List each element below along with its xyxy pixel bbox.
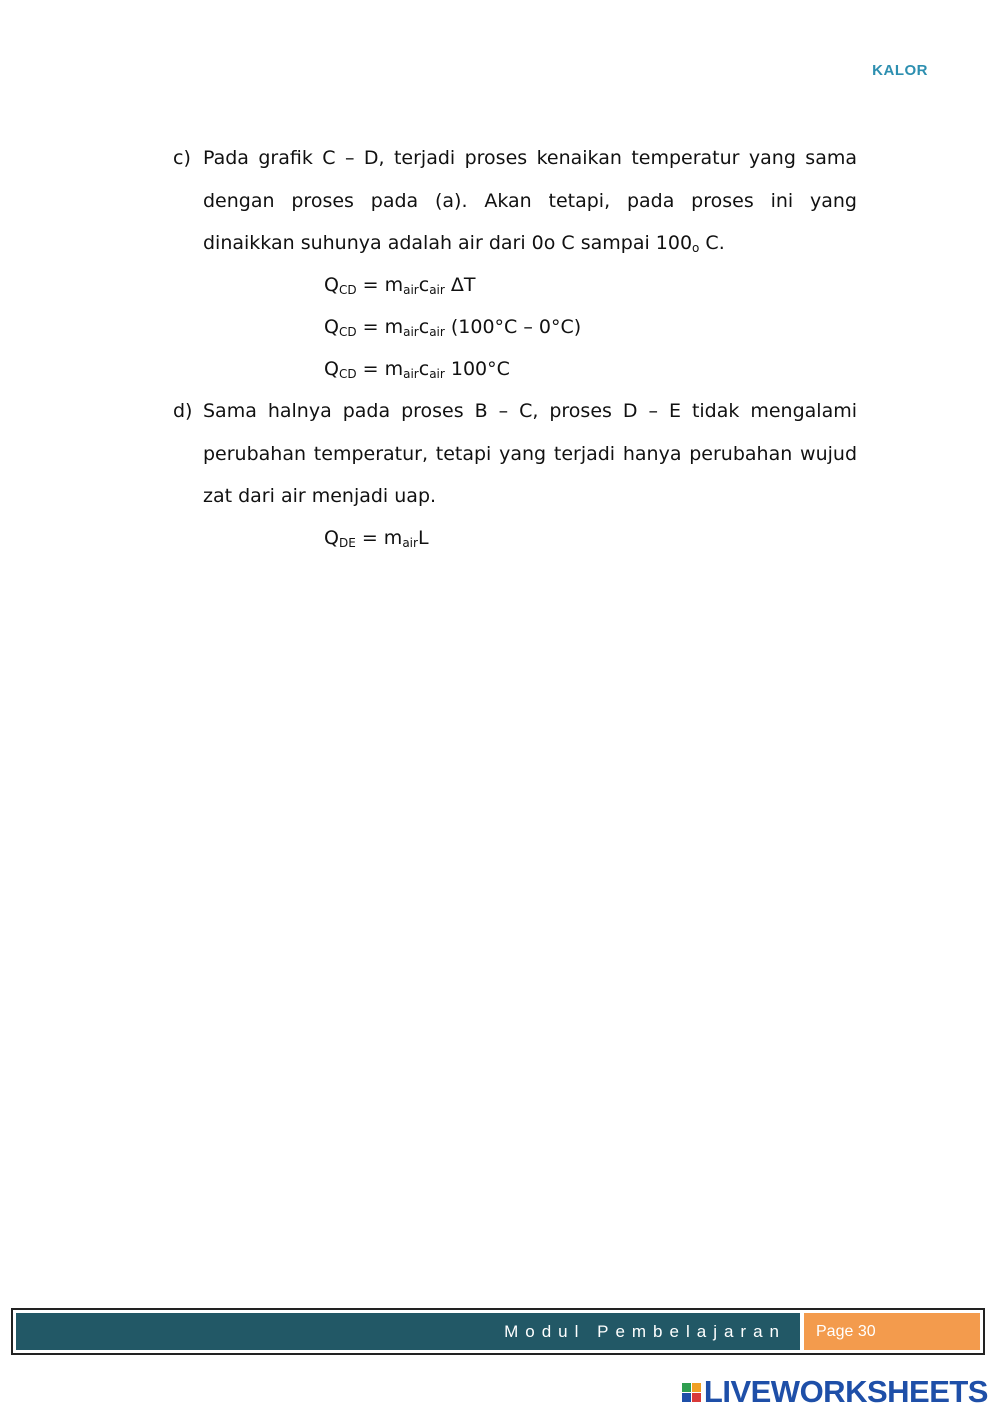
equation-qcd-delta-t: $Q_{CD} = m_{air}c_{air}$ ΔT bbox=[324, 274, 476, 297]
footer-page-number: Page 30 bbox=[804, 1313, 980, 1350]
list-item-d bbox=[173, 390, 857, 518]
logo-text: LIVEWORKSHEETS bbox=[703, 1374, 988, 1409]
list-marker: c) bbox=[173, 147, 191, 169]
list-marker: d) bbox=[173, 400, 193, 422]
liveworksheets-logo[interactable] bbox=[682, 1374, 988, 1410]
equation-qcd-temperature-range: $Q_{CD} = m_{air}c_{air}$ (100°C – 0°C) bbox=[324, 316, 582, 339]
logo-tiles-icon bbox=[682, 1383, 701, 1402]
list-item-c bbox=[173, 137, 857, 270]
footer-module-label: Modul Pembelajaran bbox=[16, 1313, 800, 1350]
equation-qde: $Q_{DE} = m_{air}L$ bbox=[324, 527, 429, 550]
equation-qcd-100: $Q_{CD} = m_{air}c_{air}$ 100°C bbox=[324, 358, 510, 381]
paragraph-d: Sama halnya pada proses B – C, proses D – E tidak mengalami perubahan temperatur, tetapi yang terjadi hanya perubahan wujud zat dari air menjadi uap. bbox=[203, 400, 857, 507]
page-header-title: KALOR bbox=[872, 62, 928, 79]
paragraph-c: Pada grafik C – D, terjadi proses kenaikan temperatur yang sama dengan proses pada (a). Akan tetapi, pada proses ini yang dinaikkan suhunya adalah air dari 0o C sampai 100o C. bbox=[203, 147, 857, 255]
